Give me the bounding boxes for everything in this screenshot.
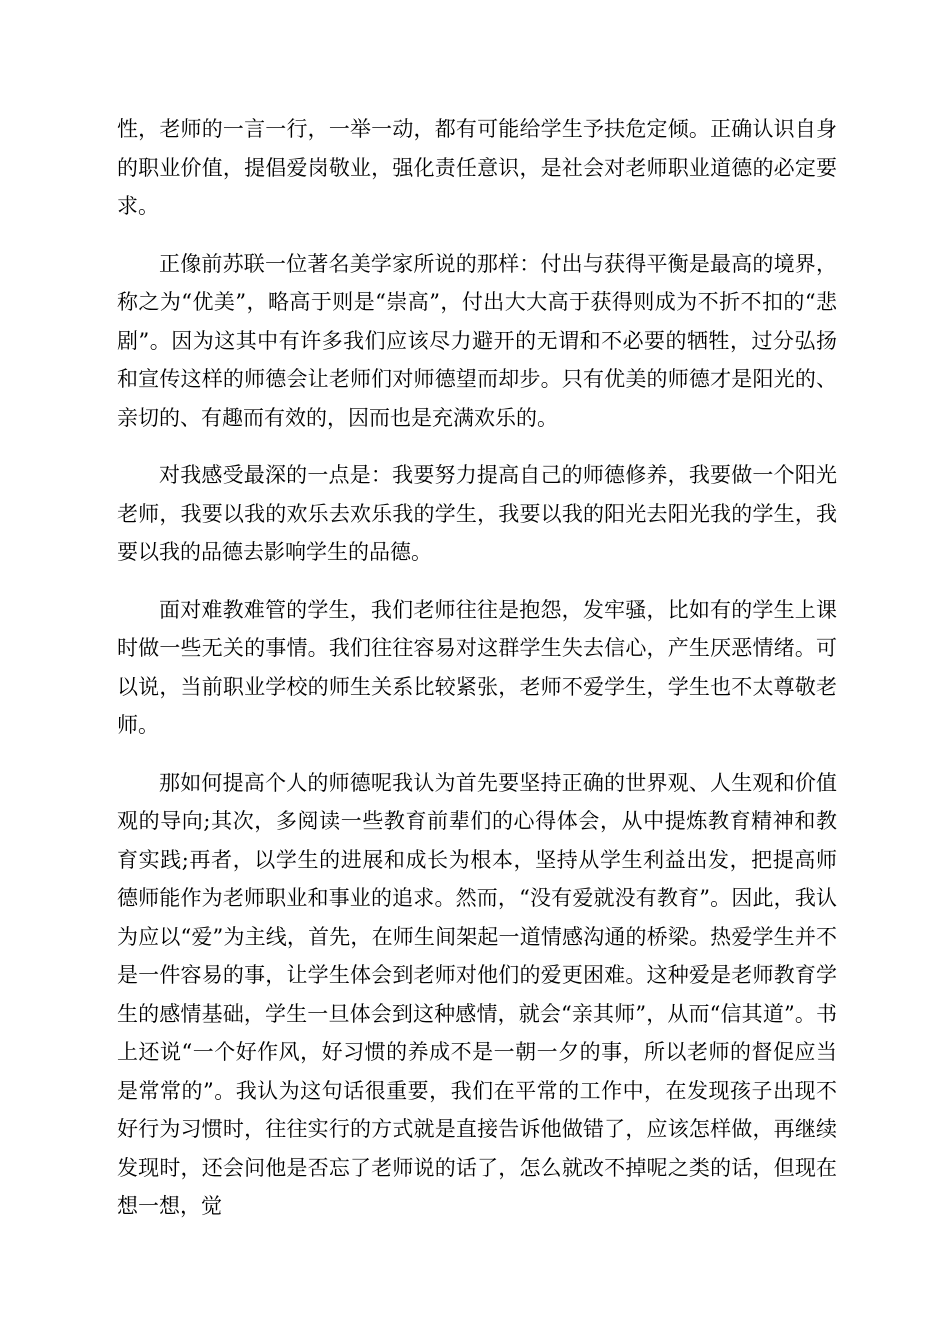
- paragraph-1: 性，老师的一言一行，一举一动，都有可能给学生予扶危定倾。正确认识自身的职业价值，提倡爱岗敬业，强化责任意识，是社会对老师职业道德的必定要求。: [117, 117, 837, 218]
- document-page: [117, 110, 837, 1245]
- paragraph-4: 面对难教难管的学生，我们老师往往是抱怨，发牢骚，比如有的学生上课时做一些无关的事情。我们往往容易对这群学生失去信心，产生厌恶情绪。可以说，当前职业学校的师生关系比较紧张，老师不爱学生，学生也不太尊敬老师。: [117, 597, 837, 737]
- paragraph-2: 正像前苏联一位著名美学家所说的那样：付出与获得平衡是最高的境界，称之为“优美”，略高于则是“崇高”，付出大大高于获得则成为不折不扣的“悲剧”。因为这其中有许多我们应该尽力避开的无谓和不必要的牺牲，过分弘扬和宣传这样的师德会让老师们对师德望而却步。只有优美的师德才是阳光的、亲切的、有趣而有效的，因而也是充满欢乐的。: [117, 251, 837, 430]
- paragraph-5: 那如何提高个人的师德呢我认为首先要坚持正确的世界观、人生观和价值观的导向;其次，多阅读一些教育前辈们的心得体会，从中提炼教育精神和教育实践;再者，以学生的进展和成长为根本，坚持从学生利益出发，把提高师德师能作为老师职业和事业的追求。然而，“没有爱就没有教育”。因此，我认为应以“爱”为主线，首先，在师生间架起一道情感沟通的桥梁。热爱学生并不是一件容易的事，让学生体会到老师对他们的爱更困难。这种爱是老师教育学生的感情基础，学生一旦体会到这种感情，就会“亲其师”，从而“信其道”。书上还说“一个好作风，好习惯的养成不是一朝一夕的事，所以老师的督促应当是常常的”。我认为这句话很重要，我们在平常的工作中，在发现孩子出现不好行为习惯时，往往实行的方式就是直接告诉他做错了，应该怎样做，再继续发现时，还会问他是否忘了老师说的话了，怎么就改不掉呢之类的话，但现在想一想，觉: [117, 770, 837, 1218]
- paragraph-3: 对我感受最深的一点是：我要努力提高自己的师德修养，我要做一个阳光老师，我要以我的欢乐去欢乐我的学生，我要以我的阳光去阳光我的学生，我要以我的品德去影响学生的品德。: [117, 463, 837, 564]
